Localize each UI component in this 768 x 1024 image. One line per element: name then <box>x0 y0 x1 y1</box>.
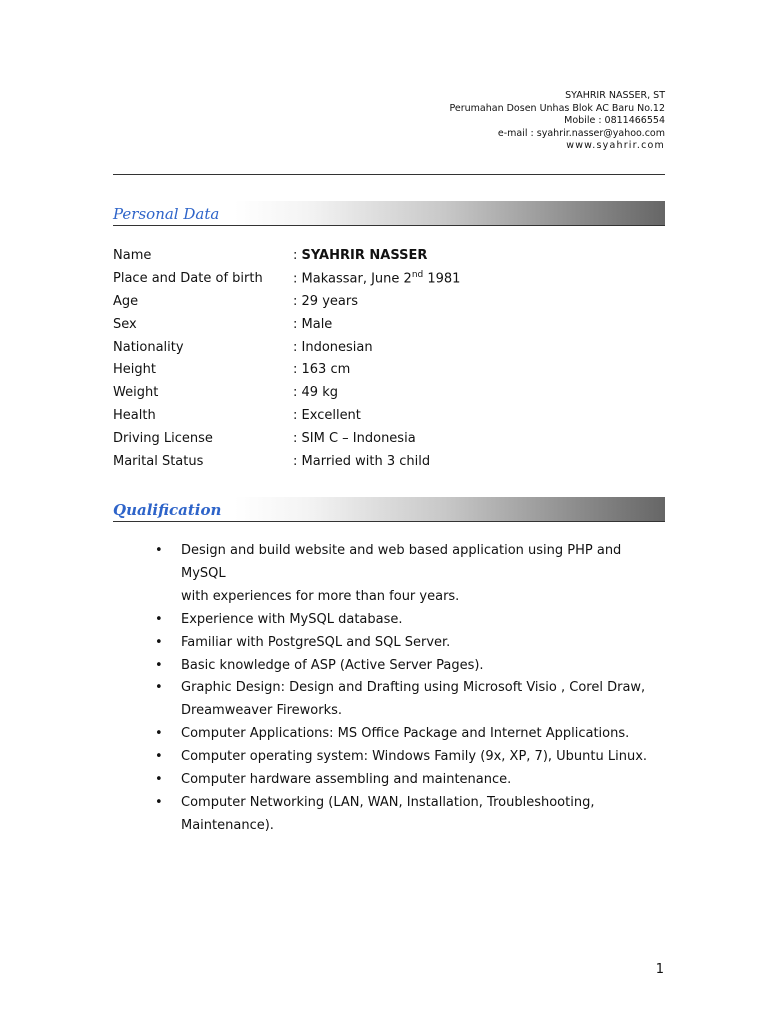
list-item <box>113 723 665 746</box>
personal-row-marital-status <box>113 450 460 473</box>
contact-address: Perumahan Dosen Unhas Blok AC Baru No.12 <box>449 102 665 114</box>
field-label: Place and Date of birth <box>113 270 263 286</box>
field-separator: : <box>293 247 302 263</box>
field-label: Age <box>113 293 139 309</box>
contact-header <box>450 90 666 153</box>
personal-row-age <box>113 290 460 313</box>
field-separator: : <box>293 316 302 332</box>
list-item-line: Design and build website and web based application using PHP and MySQL <box>181 543 622 581</box>
field-value <box>293 431 416 446</box>
field-separator: : <box>293 453 302 469</box>
height-value: 163 cm <box>301 362 351 378</box>
field-label: Marital Status <box>113 453 204 469</box>
bullet-icon: • <box>155 634 163 650</box>
field-value <box>293 385 338 400</box>
field-value <box>293 270 460 286</box>
bullet-icon: • <box>155 680 163 696</box>
personal-row-name <box>113 244 460 267</box>
bullet-icon: • <box>155 726 163 742</box>
list-item-line: Basic knowledge of ASP (Active Server Pages). <box>181 657 484 673</box>
personal-row-height <box>113 358 460 381</box>
qualification-heading-bar <box>113 497 665 522</box>
list-item <box>113 677 665 723</box>
personal-data-title: Personal Data <box>113 205 220 223</box>
field-value <box>293 454 430 469</box>
list-item <box>113 655 665 678</box>
list-item-line: Computer hardware assembling and maintenance. <box>181 772 512 788</box>
list-item-line: Computer Applications: MS Office Package and Internet Applications. <box>181 726 630 742</box>
personal-data-heading-bar <box>113 201 665 226</box>
personal-row-weight <box>113 381 460 404</box>
field-separator: : <box>293 431 302 447</box>
field-label: Weight <box>113 385 159 401</box>
birth-value-part2: 1981 <box>423 271 461 287</box>
list-item-line: Dreamweaver Fireworks. <box>181 703 343 719</box>
name-value: SYAHRIR NASSER <box>301 247 428 263</box>
bullet-icon: • <box>155 611 163 627</box>
page-number: 1 <box>655 962 664 977</box>
field-value <box>293 340 373 355</box>
header-divider <box>113 174 665 175</box>
field-separator: : <box>293 362 302 378</box>
field-separator: : <box>293 271 302 287</box>
nationality-value: Indonesian <box>301 339 373 355</box>
qualification-list <box>113 540 665 838</box>
health-value: Excellent <box>301 408 361 424</box>
list-item <box>113 609 665 632</box>
field-separator: : <box>293 339 302 355</box>
list-item-line: Graphic Design: Design and Drafting using Microsoft Visio , Corel Draw, <box>181 680 646 696</box>
contact-mobile: Mobile : 0811466554 <box>564 115 665 126</box>
weight-value: 49 kg <box>301 385 338 401</box>
contact-website: www.syahrir.com <box>566 140 665 151</box>
personal-row-birth <box>113 267 460 290</box>
field-separator: : <box>293 293 302 309</box>
bullet-icon: • <box>155 543 163 558</box>
personal-row-sex <box>113 313 460 336</box>
birth-value-part1: Makassar, June 2 <box>301 271 412 287</box>
personal-row-health <box>113 404 460 427</box>
field-value <box>293 317 332 332</box>
list-item-line: Computer Networking (LAN, WAN, Installation, Troubleshooting, <box>181 794 595 810</box>
personal-row-nationality <box>113 336 460 359</box>
age-value: 29 years <box>301 293 358 309</box>
list-item-line: Computer operating system: Windows Family (9x, XP, 7), Ubuntu Linux. <box>181 749 648 765</box>
birth-value-superscript: nd <box>411 270 424 281</box>
field-label: Sex <box>113 316 137 332</box>
list-item <box>113 632 665 655</box>
bullet-icon: • <box>155 772 163 788</box>
field-value <box>293 294 358 309</box>
personal-data-table <box>113 244 460 473</box>
field-value <box>293 248 427 263</box>
bullet-icon: • <box>155 749 163 765</box>
list-item-line: Maintenance). <box>181 817 274 833</box>
field-separator: : <box>293 408 302 424</box>
field-label: Driving License <box>113 431 213 447</box>
driving-license-value: SIM C – Indonesia <box>301 431 416 447</box>
list-item <box>113 540 665 609</box>
list-item-line: with experiences for more than four years. <box>181 588 460 604</box>
contact-name: SYAHRIR NASSER, ST <box>565 90 665 101</box>
field-value <box>293 362 350 377</box>
qualification-title: Qualification <box>113 501 222 519</box>
field-label: Health <box>113 408 156 424</box>
personal-row-driving-license <box>113 427 460 450</box>
field-separator: : <box>293 385 302 401</box>
list-item <box>113 769 665 792</box>
field-label: Height <box>113 362 156 378</box>
list-item-line: Experience with MySQL database. <box>181 611 403 627</box>
field-label: Nationality <box>113 339 184 355</box>
field-label: Name <box>113 247 152 263</box>
list-item-line: Familiar with PostgreSQL and SQL Server. <box>181 634 451 650</box>
field-value <box>293 408 361 423</box>
list-item <box>113 746 665 769</box>
contact-email: e-mail : syahrir.nasser@yahoo.com <box>497 127 665 139</box>
bullet-icon: • <box>155 794 163 810</box>
bullet-icon: • <box>155 657 163 673</box>
marital-status-value: Married with 3 child <box>301 453 431 469</box>
list-item <box>113 792 665 838</box>
sex-value: Male <box>301 316 333 332</box>
